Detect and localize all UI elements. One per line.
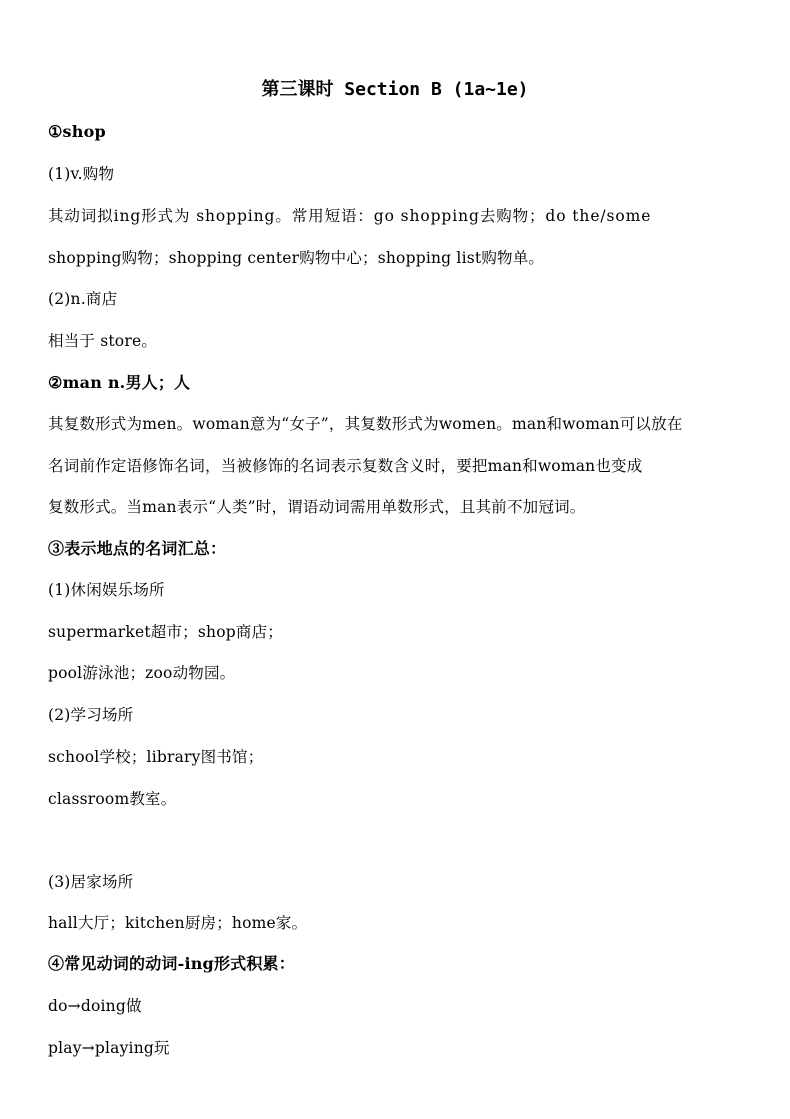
subheading-home: (3)居家场所 [48,873,134,891]
list-item: pool游泳池；zoo动物园。 [48,664,236,682]
paragraph-line: 名词前作定语修饰名词，当被修饰的名词表示复数含义时，要把man和woman也变成 [48,457,643,475]
page-title: 第三课时 Section B (1a~1e) [261,79,529,100]
section-heading-places: ③表示地点的名词汇总： [48,539,227,558]
section-heading-man: ②man n.男人；人 [48,373,191,392]
paragraph-line: shopping购物；shopping center购物中心；shopping list购物单。 [48,249,545,267]
list-item: hall大厅；kitchen厨房；home家。 [48,914,308,932]
subheading-verb: (1)v.购物 [48,165,115,183]
list-item: play→playing玩 [48,1039,170,1057]
paragraph-line: 复数形式。当man表示“人类”时，谓语动词需用单数形式，且其前不加冠词。 [48,498,586,516]
paragraph-line: 其复数形式为men。woman意为“女子”，其复数形式为women。man和woman可以放在 [48,415,683,433]
list-item: supermarket超市；shop商店； [48,623,283,641]
subheading-study: (2)学习场所 [48,706,134,724]
paragraph-line: 相当于 store。 [48,332,158,350]
section-heading-ing-forms: ④常见动词的动词-ing形式积累： [48,954,295,973]
paragraph-line: 其动词拟ing形式为 shopping。常用短语：go shopping去购物；do the/some [48,207,652,225]
section-heading-shop: ①shop [48,122,106,141]
subheading-leisure: (1)休闲娱乐场所 [48,581,165,599]
list-item: school学校；library图书馆； [48,748,264,766]
subheading-noun: (2)n.商店 [48,290,118,308]
list-item: classroom教室。 [48,790,177,808]
list-item: do→doing做 [48,997,142,1015]
